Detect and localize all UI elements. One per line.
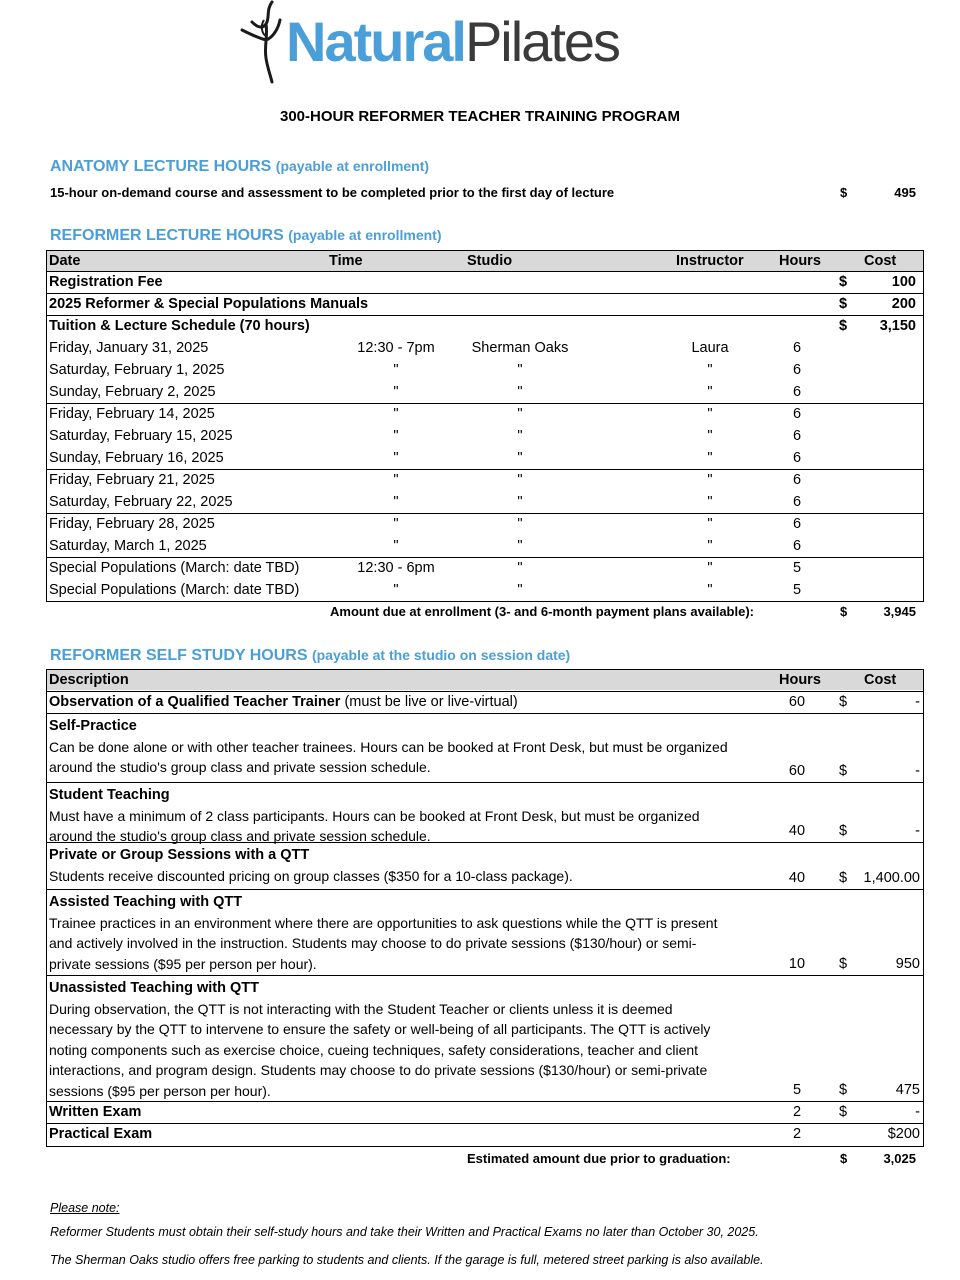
selfstudy-row-cost: 1,400.00 <box>863 870 920 886</box>
notes-line-1: Reformer Students must obtain their self-study hours and take their Written and Practical Exams no later than October 30, 2025. <box>50 1225 759 1239</box>
schedule-date: Saturday, March 1, 2025 <box>49 538 207 554</box>
selfstudy-heading: REFORMER SELF STUDY HOURS (payable at the studio on session date) <box>50 647 571 664</box>
schedule-time: 12:30 - 7pm <box>357 340 435 356</box>
selfstudy-row-text <box>49 1123 152 1145</box>
schedule-instructor: " <box>707 582 713 598</box>
header-description: Description <box>49 672 129 688</box>
schedule-time: " <box>393 384 399 400</box>
selfstudy-row-currency: $ <box>839 763 848 779</box>
selfstudy-row-title: Assisted Teaching with QTT <box>49 894 243 910</box>
schedule-time: " <box>393 538 399 554</box>
lecture-total-currency: $ <box>840 604 848 619</box>
anatomy-text: 15-hour on-demand course and assessment to be completed prior to the first day of lecture <box>50 185 615 200</box>
lecture-header-divider <box>46 271 924 272</box>
selfstudy-row-title: Private or Group Sessions with a QTT <box>49 847 310 863</box>
selfstudy-row-description: private sessions ($95 per person per hour). <box>49 955 317 972</box>
schedule-hours: 6 <box>792 384 802 400</box>
selfstudy-row-hours: 60 <box>788 763 806 779</box>
fee-label: 2025 Reformer & Special Populations Manuals <box>49 296 369 312</box>
schedule-studio: " <box>517 494 523 510</box>
schedule-date: Special Populations (March: date TBD) <box>49 560 300 576</box>
header-cost: Cost <box>864 672 897 688</box>
selfstudy-row-hours: 60 <box>788 694 806 710</box>
schedule-hours: 6 <box>792 494 802 510</box>
selfstudy-row-divider <box>46 842 924 843</box>
schedule-hours: 6 <box>792 516 802 532</box>
fee-amount: 3,150 <box>879 318 916 334</box>
schedule-instructor: " <box>707 406 713 422</box>
schedule-date: Saturday, February 22, 2025 <box>49 494 233 510</box>
selfstudy-row-cost: - <box>915 1104 920 1120</box>
header-cost: Cost <box>864 253 897 269</box>
page-title: 300-HOUR REFORMER TEACHER TRAINING PROGRAM <box>279 108 681 125</box>
selfstudy-table <box>46 669 924 1147</box>
lecture-heading: REFORMER LECTURE HOURS (payable at enrollment) <box>50 227 442 244</box>
schedule-instructor: Laura <box>691 340 729 356</box>
logo-wordmark: NaturalPilates <box>286 10 620 73</box>
schedule-time: " <box>393 494 399 510</box>
selfstudy-row-hours: 10 <box>788 956 806 972</box>
selfstudy-row-cost: 950 <box>895 956 920 972</box>
schedule-hours: 6 <box>792 428 802 444</box>
selfstudy-row-currency: $ <box>839 694 848 710</box>
selfstudy-row-hours: 40 <box>788 870 806 886</box>
selfstudy-row-divider <box>46 1123 924 1124</box>
selfstudy-row-description: Must have a minimum of 2 class participants. Hours can be booked at Front Desk, but must be organized <box>49 807 700 824</box>
selfstudy-row-cost: 475 <box>895 1082 920 1098</box>
schedule-group-divider <box>46 557 924 558</box>
schedule-studio: " <box>517 450 523 466</box>
schedule-date: Friday, February 28, 2025 <box>49 516 215 532</box>
selfstudy-row-text <box>49 1101 141 1123</box>
schedule-instructor: " <box>707 560 713 576</box>
schedule-instructor: " <box>707 472 713 488</box>
schedule-date: Saturday, February 15, 2025 <box>49 428 233 444</box>
schedule-time: " <box>393 406 399 422</box>
selfstudy-row-hours: 2 <box>792 1104 802 1120</box>
selfstudy-row-cost: $200 <box>887 1126 920 1142</box>
header-hours: Hours <box>779 253 821 269</box>
schedule-studio: " <box>517 362 523 378</box>
fee-amount: 200 <box>891 296 916 312</box>
selfstudy-row-hours: 2 <box>792 1126 802 1142</box>
header-time: Time <box>329 253 363 269</box>
schedule-hours: 6 <box>792 340 802 356</box>
schedule-date: Friday, January 31, 2025 <box>49 340 209 356</box>
selfstudy-row-text <box>49 845 573 886</box>
lecture-table <box>46 250 924 602</box>
schedule-studio: " <box>517 560 523 576</box>
fee-currency: $ <box>839 274 848 290</box>
schedule-date: Friday, February 14, 2025 <box>49 406 215 422</box>
schedule-studio: " <box>517 472 523 488</box>
selfstudy-row-text <box>49 978 710 1101</box>
selfstudy-row-text <box>49 892 717 974</box>
schedule-group-divider <box>46 513 924 514</box>
selfstudy-row-description: necessary by the QTT to intervene to ensure the safety or well-being of all participants. The QTT is actively <box>49 1021 711 1037</box>
schedule-instructor: " <box>707 428 713 444</box>
selfstudy-row-hours: 5 <box>792 1082 802 1098</box>
schedule-studio: " <box>517 516 523 532</box>
header-hours: Hours <box>779 672 821 688</box>
selfstudy-row-title: Written Exam <box>49 1104 142 1120</box>
selfstudy-row-title: Practical Exam <box>49 1126 153 1142</box>
fee-currency: $ <box>839 296 848 312</box>
selfstudy-row-description: noting components such as exercise choice, cueing techniques, safety considerations, teacher and client <box>49 1041 699 1058</box>
selfstudy-row-title-note: (must be live or live-virtual) <box>340 694 518 710</box>
selfstudy-row-currency: $ <box>839 870 848 886</box>
schedule-instructor: " <box>707 538 713 554</box>
schedule-instructor: " <box>707 516 713 532</box>
selfstudy-row-description: During observation, the QTT is not interacting with the Student Teacher or clients unless it is deemed <box>49 1000 673 1017</box>
schedule-time: " <box>393 472 399 488</box>
schedule-date: Friday, February 21, 2025 <box>49 472 215 488</box>
selfstudy-row-cost: - <box>915 763 920 779</box>
schedule-date: Special Populations (March: date TBD) <box>49 582 300 598</box>
schedule-hours: 6 <box>792 406 802 422</box>
logo <box>236 0 676 84</box>
selfstudy-row-title: Student Teaching <box>49 787 170 803</box>
fee-amount: 100 <box>891 274 916 290</box>
schedule-studio: " <box>517 428 523 444</box>
selfstudy-row-divider <box>46 713 924 714</box>
lecture-total-label: Amount due at enrollment (3- and 6-month payment plans available): <box>330 604 754 619</box>
selfstudy-total-currency: $ <box>840 1151 848 1166</box>
selfstudy-row-divider <box>46 889 924 890</box>
selfstudy-row-hours: 40 <box>788 823 806 839</box>
header-instructor: Instructor <box>676 253 744 269</box>
schedule-time: " <box>393 516 399 532</box>
selfstudy-row-currency: $ <box>839 1104 848 1120</box>
selfstudy-row-description: Can be done alone or with other teacher trainees. Hours can be booked at Front Desk, but must be organized <box>49 738 728 755</box>
schedule-time: " <box>393 428 399 444</box>
schedule-studio: " <box>517 384 523 400</box>
selfstudy-row-cost: - <box>915 823 920 839</box>
schedule-date: Saturday, February 1, 2025 <box>49 362 225 378</box>
schedule-instructor: " <box>707 384 713 400</box>
fee-divider <box>46 293 924 294</box>
schedule-studio: " <box>517 406 523 422</box>
selfstudy-row-title: Unassisted Teaching with QTT <box>49 980 260 996</box>
schedule-group-divider <box>46 469 924 470</box>
selfstudy-total-label: Estimated amount due prior to graduation: <box>467 1151 731 1166</box>
selfstudy-row-cost: - <box>915 694 920 710</box>
selfstudy-row-text <box>49 785 700 847</box>
selfstudy-row-divider <box>46 782 924 783</box>
schedule-time: 12:30 - 6pm <box>357 560 435 576</box>
selfstudy-row-currency: $ <box>839 1082 848 1098</box>
schedule-hours: 6 <box>792 538 802 554</box>
selfstudy-total-amount: 3,025 <box>883 1151 916 1166</box>
selfstudy-row-description: sessions ($95 per person per hour). <box>49 1082 271 1099</box>
selfstudy-row-description: Trainee practices in an environment where there are opportunities to ask questions while the QTT is present <box>49 914 718 931</box>
anatomy-heading: ANATOMY LECTURE HOURS (payable at enrollment) <box>50 158 430 175</box>
schedule-hours: 5 <box>792 582 802 598</box>
selfstudy-row-text <box>49 716 728 778</box>
fee-divider <box>46 315 924 316</box>
schedule-date: Sunday, February 2, 2025 <box>49 384 216 400</box>
selfstudy-row-description: Students receive discounted pricing on group classes ($350 for a 10-class package). <box>49 867 573 884</box>
selfstudy-row-divider <box>46 975 924 976</box>
selfstudy-row-currency: $ <box>839 823 848 839</box>
notes-heading: Please note: <box>50 1201 120 1215</box>
schedule-studio: " <box>517 538 523 554</box>
selfstudy-row-description: around the studio's group class and private session schedule. <box>49 828 431 844</box>
schedule-instructor: " <box>707 494 713 510</box>
schedule-time: " <box>393 582 399 598</box>
schedule-instructor: " <box>707 362 713 378</box>
schedule-group-divider <box>46 403 924 404</box>
schedule-hours: 6 <box>792 472 802 488</box>
schedule-hours: 6 <box>792 450 802 466</box>
anatomy-currency: $ <box>840 185 848 200</box>
schedule-hours: 5 <box>792 560 802 576</box>
schedule-time: " <box>393 450 399 466</box>
header-date: Date <box>49 253 81 269</box>
fee-label: Registration Fee <box>49 274 163 290</box>
selfstudy-row-text <box>49 691 518 713</box>
lecture-total-amount: 3,945 <box>883 604 916 619</box>
anatomy-amount: 495 <box>894 185 916 200</box>
schedule-hours: 6 <box>792 362 802 378</box>
selfstudy-row-currency: $ <box>839 956 848 972</box>
selfstudy-row-description: around the studio's group class and private session schedule. <box>49 759 431 775</box>
schedule-date: Sunday, February 16, 2025 <box>49 450 224 466</box>
selfstudy-row-description: and actively involved in the instruction. Students may choose to do private sessions ($130/hour) or semi- <box>49 935 697 951</box>
selfstudy-row-title: Self-Practice <box>49 718 137 734</box>
fee-currency: $ <box>839 318 848 334</box>
schedule-studio: " <box>517 582 523 598</box>
fee-label: Tuition & Lecture Schedule (70 hours) <box>49 318 310 334</box>
selfstudy-header-divider <box>46 691 924 692</box>
selfstudy-row-title: Observation of a Qualified Teacher Trainer <box>49 694 341 710</box>
schedule-instructor: " <box>707 450 713 466</box>
selfstudy-row-description: interactions, and program design. Students may choose to do private sessions ($130/hour) or semi-private <box>49 1062 708 1078</box>
schedule-studio: Sherman Oaks <box>471 340 569 356</box>
header-studio: Studio <box>467 253 513 269</box>
notes-line-2: The Sherman Oaks studio offers free parking to students and clients. If the garage is full, metered street parking is also available. <box>50 1253 764 1267</box>
selfstudy-row-divider <box>46 1101 924 1102</box>
schedule-time: " <box>393 362 399 378</box>
